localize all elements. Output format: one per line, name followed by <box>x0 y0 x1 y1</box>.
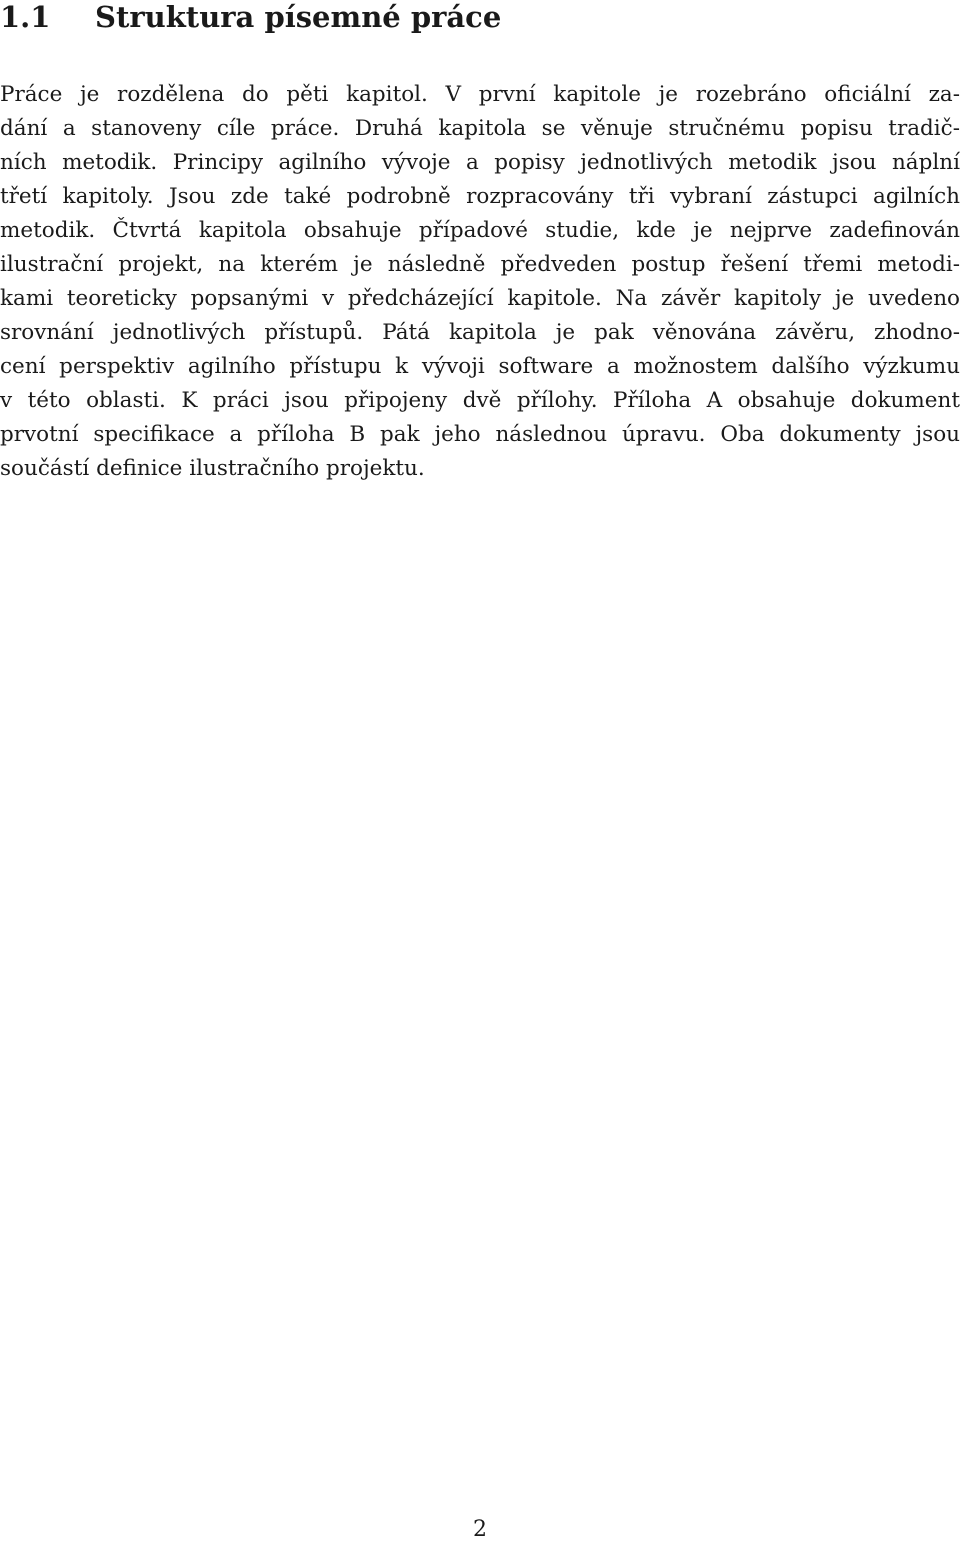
paragraph-line: ilustrační projekt, na kterém je následně předveden postup řešení třemi metodi- <box>0 252 960 277</box>
paragraph-line: metodik. Čtvrtá kapitola obsahuje případové studie, kde je nejprve zadefinován <box>0 218 960 243</box>
section-number: 1.1 <box>0 0 51 34</box>
body-paragraph <box>0 78 960 486</box>
paragraph-line: kami teoreticky popsanými v předcházející kapitole. Na závěr kapitoly je uvedeno <box>0 286 960 311</box>
paragraph-line: Práce je rozdělena do pěti kapitol. V první kapitole je rozebráno oficiální za- <box>0 82 960 107</box>
paragraph-line: třetí kapitoly. Jsou zde také podrobně rozpracovány tři vybraní zástupci agilních <box>0 184 960 209</box>
paragraph-line: prvotní specifikace a příloha B pak jeho následnou úpravu. Oba dokumenty jsou <box>0 422 960 447</box>
paragraph-line: ních metodik. Principy agilního vývoje a popisy jednotlivých metodik jsou náplní <box>0 150 960 175</box>
section-heading <box>0 0 960 40</box>
page-number: 2 <box>473 1517 487 1542</box>
section-title: Struktura písemné práce <box>95 0 502 34</box>
paragraph-line: v této oblasti. K práci jsou připojeny dvě přílohy. Příloha A obsahuje dokument <box>0 388 960 413</box>
paragraph-line: cení perspektiv agilního přístupu k vývoji software a možnostem dalšího výzkumu <box>0 354 960 379</box>
paragraph-line: součástí definice ilustračního projektu. <box>0 456 425 481</box>
paragraph-line: srovnání jednotlivých přístupů. Pátá kapitola je pak věnována závěru, zhodno- <box>0 320 960 345</box>
paragraph-line: dání a stanoveny cíle práce. Druhá kapitola se věnuje stručnému popisu tradič- <box>0 116 960 141</box>
